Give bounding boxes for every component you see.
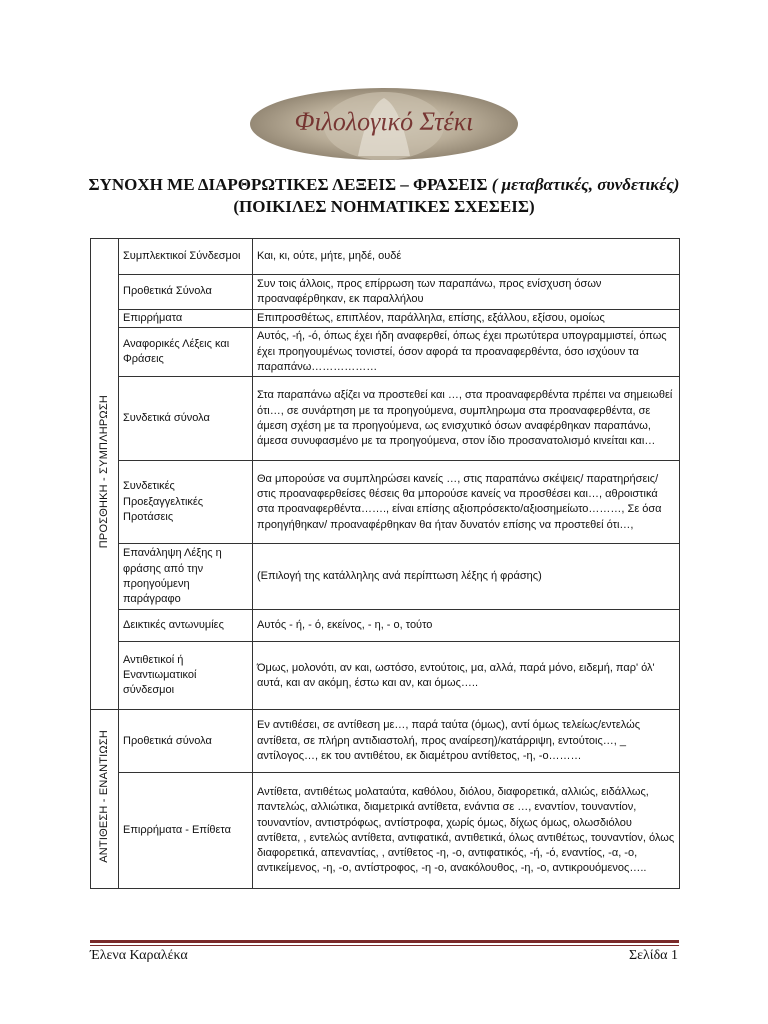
table-row	[91, 773, 680, 889]
row-text: Όμως, μολονότι, αν και, ωστόσο, εντούτοις, μα, αλλά, παρά μόνο, ειδεμή, παρ' όλ' αυτά, και αν ακόμη, έστω και αν, και όμως…..	[253, 642, 680, 710]
row-text: Στα παραπάνω αξίζει να προστεθεί και …, στα προαναφερθέντα πρέπει να σημειωθεί ότι…, σε συνάρτηση με τα προηγούμενα, συμπληρωμα στα προαναφερθέντα, σε άμεση σχέση με τα προηγούμενα, ως ενισχυτικό όσων αναφέρθηκαν παραπάνω, άμεσα συνυφασμένο με τα προηγούμενα, στον ίδιο προσανατολισμό κινείται και…	[253, 377, 680, 461]
row-label: Συνδετικά σύνολα	[119, 377, 253, 461]
row-text: Επιπροσθέτως, επιπλέον, παράλληλα, επίσης, εξάλλου, εξίσου, ομοίως	[253, 310, 680, 328]
row-text: Αυτός, -ή, -ό, όπως έχει ήδη αναφερθεί, όπως έχει πρωτύτερα υπογραμμιστεί, όπως έχει προηγουμένως τονιστεί, όσον αφορά τα προαναφερθέντα, όσο ισχύουν τα παραπάνω………………	[253, 328, 680, 377]
row-text: Εν αντιθέσει, σε αντίθεση με…, παρά ταύτα (όμως), αντί όμως τελείως/εντελώς αντίθετα, σε πλήρη αντιδιαστολή, προς αναίρεση)/κατάρριψη, εντούτοις…, _ αντίλογος…, εκ του αντιθέτου, εκ διαμέτρου αντίθετος, -η, -ο………	[253, 710, 680, 773]
table-row	[91, 544, 680, 610]
footer-page-number: Σελίδα 1	[628, 948, 678, 963]
section-contrast-cell	[91, 710, 119, 889]
title-italic: ( μεταβατικές, συνδετικές)	[491, 175, 680, 194]
table-row	[91, 710, 680, 773]
connectives-table	[90, 238, 680, 889]
row-text: Συν τοις άλλοις, προς επίρρωση των παραπάνω, προς ενίσχυση όσων προαναφέρθηκαν, εκ παραλλήλου	[253, 275, 680, 310]
table-row	[91, 275, 680, 310]
row-text: (Επιλογή της κατάλληλης ανά περίπτωση λέξης ή φράσης)	[253, 544, 680, 610]
table-row	[91, 377, 680, 461]
logo-text: Φιλολογικό Στέκι	[294, 107, 474, 136]
row-text: Αντίθετα, αντιθέτως μολαταύτα, καθόλου, διόλου, διαφορετικά, αλλιώς, ειδάλλως, παντελώς, αλλιώτικα, διαμετρικά αντίθετα, ενάντια σε …, εναντίον, τουναντίον, τουναντίον, αντιστρόφως, αντίστροφα, χωρίς όμως, δίχως όμως, ολωσδιόλου αντίθετα, , εντελώς αντίθετα, αντιφατικά, αντιθετικά, όλως αντιθέτως, τουναντίον, όλως διαφορετικά, απεναντίας, , αντίθετος -η, -ο, αντιφατικός, -ή, -ό, εναντίος, -α, -ο, αντικείμενος, -η, -ο, αντίστροφος, -η -ο, ανακόλουθος, -η, -ο, αντικρουόμενος…..	[253, 773, 680, 889]
table-row	[91, 461, 680, 544]
page-title	[40, 174, 728, 218]
table-row	[91, 610, 680, 642]
row-label: Αναφορικές Λέξεις και Φράσεις	[119, 328, 253, 377]
row-label: Προθετικά σύνολα	[119, 710, 253, 773]
title-line2: (ΠΟΙΚΙΛΕΣ ΝΟΗΜΑΤΙΚΕΣ ΣΧΕΣΕΙΣ)	[233, 197, 535, 216]
row-text: Και, κι, ούτε, μήτε, μηδέ, ουδέ	[253, 239, 680, 275]
row-label: Συμπλεκτικοί Σύνδεσμοι	[119, 239, 253, 275]
table-row	[91, 642, 680, 710]
row-label: Προθετικά Σύνολα	[119, 275, 253, 310]
row-text: Αυτός - ή, - ό, εκείνος, - η, - ο, τούτο	[253, 610, 680, 642]
row-label: Επιρρήματα	[119, 310, 253, 328]
footer-author: Έλενα Καραλέκα	[90, 948, 188, 963]
table-row	[91, 310, 680, 328]
table-row	[91, 239, 680, 275]
section-addition-cell	[91, 239, 119, 710]
table-row	[91, 328, 680, 377]
row-label: Δεικτικές αντωνυμίες	[119, 610, 253, 642]
row-label: Επανάληψη Λέξης η φράσης από την προηγούμενη παράγραφο	[119, 544, 253, 610]
row-text: Θα μπορούσε να συμπληρώσει κανείς …, στις παραπάνω σκέψεις/ παρατηρήσεις/ στις προαναφερθείσες θέσεις θα μπορούσε κανείς να προσθέσει και…, αθροιστικά στα προαναφερθέντα……., είναι επίσης αξιοπρόσεκτο/αξιοσημείωτο………, Σε όσα προηγήθηκαν/ προαναφέρθηκαν θα ήταν δυνατόν επίσης να προστεθεί ότι…,	[253, 461, 680, 544]
row-label: Συνδετικές Προεξαγγελτικές Προτάσεις	[119, 461, 253, 544]
logo-image	[248, 86, 520, 162]
row-label: Επιρρήματα - Επίθετα	[119, 773, 253, 889]
row-label: Αντιθετικοί ή Εναντιωματικοί σύνδεσμοι	[119, 642, 253, 710]
section-addition-label: ΠΡΟΣΘΗΚΗ - ΣΥΜΠΛΗΡΩΣΗ	[97, 394, 110, 549]
footer-divider	[90, 940, 679, 946]
title-main: ΣΥΝΟΧΗ ΜΕ ΔΙΑΡΘΡΩΤΙΚΕΣ ΛΕΞΕΙΣ – ΦΡΑΣΕΙΣ	[88, 175, 488, 194]
section-contrast-label: ΑΝΤΙΘΕΣΗ - ΕΝΑΝΤΙΩΣΗ	[97, 730, 110, 864]
